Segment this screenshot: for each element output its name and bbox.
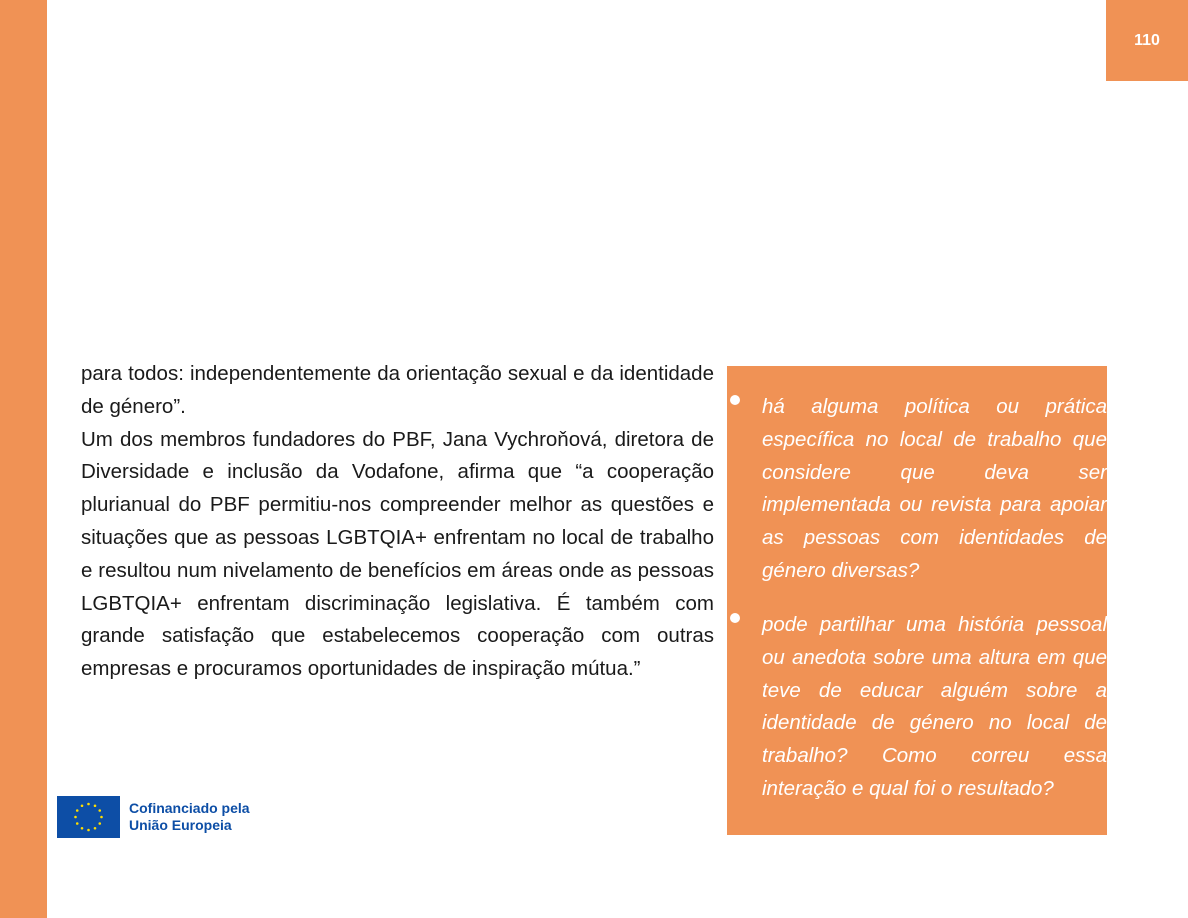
eu-star-icon bbox=[94, 827, 97, 830]
eu-star-icon bbox=[76, 822, 79, 825]
eu-star-icon bbox=[81, 827, 84, 830]
question-text: pode partilhar uma história pessoal ou anedota sobre uma altura em que teve de educar alguém sobre a identidade de género no local de trabalho? Como correu essa interação e qual foi o resultado? bbox=[762, 613, 1107, 800]
eu-logo-text bbox=[129, 800, 250, 834]
eu-star-icon bbox=[98, 809, 101, 812]
question-text: há alguma política ou prática específica no local de trabalho que considere que deva ser implementada ou revista para apoiar as pessoas com identidades de género diversas? bbox=[762, 395, 1107, 582]
eu-star-icon bbox=[94, 804, 97, 807]
bullet-icon bbox=[730, 395, 740, 405]
question-item bbox=[762, 609, 1107, 806]
eu-star-icon bbox=[87, 829, 90, 832]
left-accent-bar bbox=[0, 0, 47, 918]
eu-star-icon bbox=[87, 803, 90, 806]
body-text bbox=[81, 358, 714, 686]
eu-star-icon bbox=[76, 809, 79, 812]
eu-logo-line2: União Europeia bbox=[129, 817, 232, 833]
eu-star-icon bbox=[100, 816, 103, 819]
page-number: 110 bbox=[1106, 0, 1188, 81]
question-item bbox=[762, 391, 1107, 588]
bullet-icon bbox=[730, 613, 740, 623]
eu-flag-icon bbox=[57, 796, 120, 838]
eu-logo-line1: Cofinanciado pela bbox=[129, 800, 250, 816]
eu-star-icon bbox=[81, 804, 84, 807]
body-paragraph: Um dos membros fundadores do PBF, Jana Vychroňová, diretora de Diversidade e inclusão da Vodafone, afirma que “a cooperação plurianual do PBF permitiu-nos compreender melhor as questões e situações que as pessoas LGBTQIA+ enfrentam no local de trabalho e resultou num nivelamento de benefícios em áreas onde as pessoas LGBTQIA+ enfrentam discriminação legislativa. É também com grande satisfação que estabelecemos cooperação com outras empresas e procuramos oportunidades de inspiração mútua.” bbox=[81, 427, 714, 681]
reflection-questions-box bbox=[727, 366, 1107, 835]
eu-star-icon bbox=[98, 822, 101, 825]
eu-cofunding-logo bbox=[57, 796, 250, 838]
eu-star-icon bbox=[74, 816, 77, 819]
body-paragraph: para todos: independentemente da orientação sexual e da identidade de género”. bbox=[81, 362, 714, 418]
